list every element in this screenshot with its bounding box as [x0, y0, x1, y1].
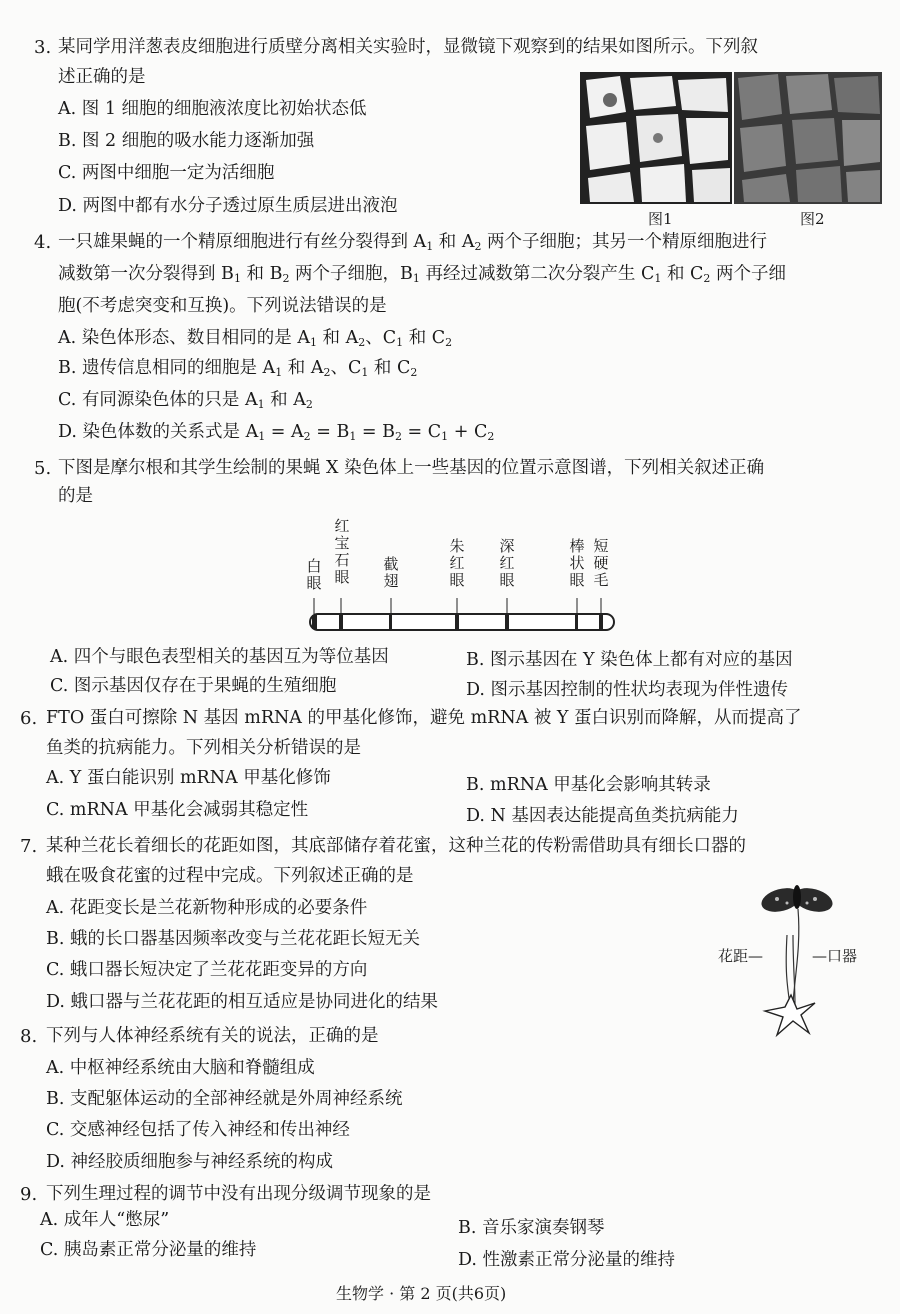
gene-label-white-eye: 白眼	[306, 557, 322, 592]
q9-option-c: C. 胰岛素正常分泌量的维持	[40, 1240, 257, 1260]
q9-option-a: A. 成年人“憋尿”	[40, 1210, 170, 1230]
q3-stem-line1: 某同学用洋葱表皮细胞进行质壁分离相关实验时，显微镜下观察到的结果如图所示。下列叙	[58, 37, 758, 57]
q4-number: 4.	[34, 232, 52, 253]
q7-option-c: C. 蛾口器长短决定了兰花花距变异的方向	[46, 960, 368, 980]
q9-stem-line1: 下列生理过程的调节中没有出现分级调节现象的是	[46, 1184, 431, 1204]
q6-number: 6.	[20, 708, 38, 729]
q4-option-b: B. 遗传信息相同的细胞是 $A_1$ 和 $A_2$、$C_1$ 和 $C_2$	[58, 358, 418, 379]
q8-option-b: B. 支配躯体运动的全部神经就是外周神经系统	[46, 1089, 403, 1109]
figure-2-caption: 图2	[800, 210, 825, 228]
q4-option-d: D. 染色体数的关系式是 $A_1 = A_2 = B_1 = B_2 = C_1 + C_2$	[58, 422, 495, 443]
spur-label: 花距—	[718, 947, 764, 965]
q7-number: 7.	[20, 836, 38, 857]
q8-stem-line1: 下列与人体神经系统有关的说法，正确的是	[46, 1026, 379, 1046]
q8-option-c: C. 交感神经包括了传入神经和传出神经	[46, 1120, 350, 1140]
x-chromosome-diagram	[300, 596, 622, 636]
q8-number: 8.	[20, 1026, 38, 1047]
q5-option-b: B. 图示基因在 Y 染色体上都有对应的基因	[466, 650, 793, 670]
gene-label-bar-eye: 棒状眼	[569, 537, 585, 589]
gene-label-cut-wing: 截翅	[383, 555, 399, 590]
q3-option-d: D. 两图中都有水分子透过原生质层进出液泡	[58, 196, 398, 216]
q5-stem-line2: 的是	[58, 486, 93, 506]
q7-stem-line1: 某种兰花长着细长的花距如图，其底部储存着花蜜，这种兰花的传粉需借助具有细长口器的	[46, 836, 746, 856]
q4-stem-line3: 胞(不考虑突变和互换)。下列说法错误的是	[58, 296, 387, 316]
q5-option-d: D. 图示基因控制的性状均表现为伴性遗传	[466, 680, 789, 700]
q8-option-d: D. 神经胶质细胞参与神经系统的构成	[46, 1152, 334, 1172]
q9-option-d: D. 性激素正常分泌量的维持	[458, 1250, 676, 1270]
gene-label-short-bristle: 短硬毛	[593, 537, 609, 589]
gene-label-ruby-eye: 红宝石眼	[334, 517, 350, 586]
q5-number: 5.	[34, 458, 52, 479]
gene-label-vermilion-eye: 朱红眼	[449, 537, 465, 589]
q3-option-c: C. 两图中细胞一定为活细胞	[58, 163, 275, 183]
gene-label-carmine-eye: 深红眼	[499, 537, 515, 589]
micrograph-figure-1	[580, 72, 732, 204]
q3-option-a: A. 图 1 细胞的细胞液浓度比初始状态低	[58, 99, 367, 119]
q4-stem-line1: 一只雄果蝇的一个精原细胞进行有丝分裂得到 $A_1$ 和 $A_2$ 两个子细胞；其另一个精原细胞进行	[58, 232, 768, 253]
q3-option-b: B. 图 2 细胞的吸水能力逐渐加强	[58, 131, 315, 151]
q8-option-a: A. 中枢神经系统由大脑和脊髓组成	[46, 1058, 315, 1078]
q9-option-b: B. 音乐家演奏钢琴	[458, 1218, 605, 1238]
q7-option-a: A. 花距变长是兰花新物种形成的必要条件	[46, 898, 368, 918]
micrograph-figure-2	[734, 72, 882, 204]
q4-option-a: A. 染色体形态、数目相同的是 $A_1$ 和 $A_2$、$C_1$ 和 $C_2$	[58, 328, 453, 349]
q6-stem-line1: FTO 蛋白可擦除 N 基因 mRNA 的甲基化修饰，避免 mRNA 被 Y 蛋白识别而降解，从而提高了	[46, 708, 802, 728]
mouthpart-label: —口器	[812, 947, 858, 965]
q5-option-c: C. 图示基因仅存在于果蝇的生殖细胞	[50, 676, 337, 696]
q6-option-c: C. mRNA 甲基化会减弱其稳定性	[46, 800, 309, 820]
q7-option-b: B. 蛾的长口器基因频率改变与兰花花距长短无关	[46, 929, 420, 949]
q6-option-a: A. Y 蛋白能识别 mRNA 甲基化修饰	[46, 768, 331, 788]
q9-number: 9.	[20, 1184, 38, 1205]
q6-stem-line2: 鱼类的抗病能力。下列相关分析错误的是	[46, 738, 361, 758]
q6-option-d: D. N 基因表达能提高鱼类抗病能力	[466, 806, 739, 826]
q7-stem-line2: 蛾在吸食花蜜的过程中完成。下列叙述正确的是	[46, 866, 414, 886]
figure-1-caption: 图1	[648, 210, 673, 228]
q6-option-b: B. mRNA 甲基化会影响其转录	[466, 775, 711, 795]
page-footer: 生物学 · 第 2 页(共6页)	[336, 1284, 507, 1303]
q4-stem-line2: 减数第一次分裂得到 $B_1$ 和 $B_2$ 两个子细胞，$B_1$ 再经过减数第二次分裂产生 $C_1$ 和 $C_2$ 两个子细	[58, 264, 786, 285]
q3-stem-line2: 述正确的是	[58, 67, 146, 87]
q3-number: 3.	[34, 37, 52, 58]
q5-stem-line1: 下图是摩尔根和其学生绘制的果蝇 X 染色体上一些基因的位置示意图谱，下列相关叙述正确	[58, 458, 765, 478]
q5-option-a: A. 四个与眼色表型相关的基因互为等位基因	[50, 647, 389, 667]
q4-option-c: C. 有同源染色体的只是 $A_1$ 和 $A_2$	[58, 390, 313, 411]
q7-option-d: D. 蛾口器与兰花花距的相互适应是协同进化的结果	[46, 992, 439, 1012]
